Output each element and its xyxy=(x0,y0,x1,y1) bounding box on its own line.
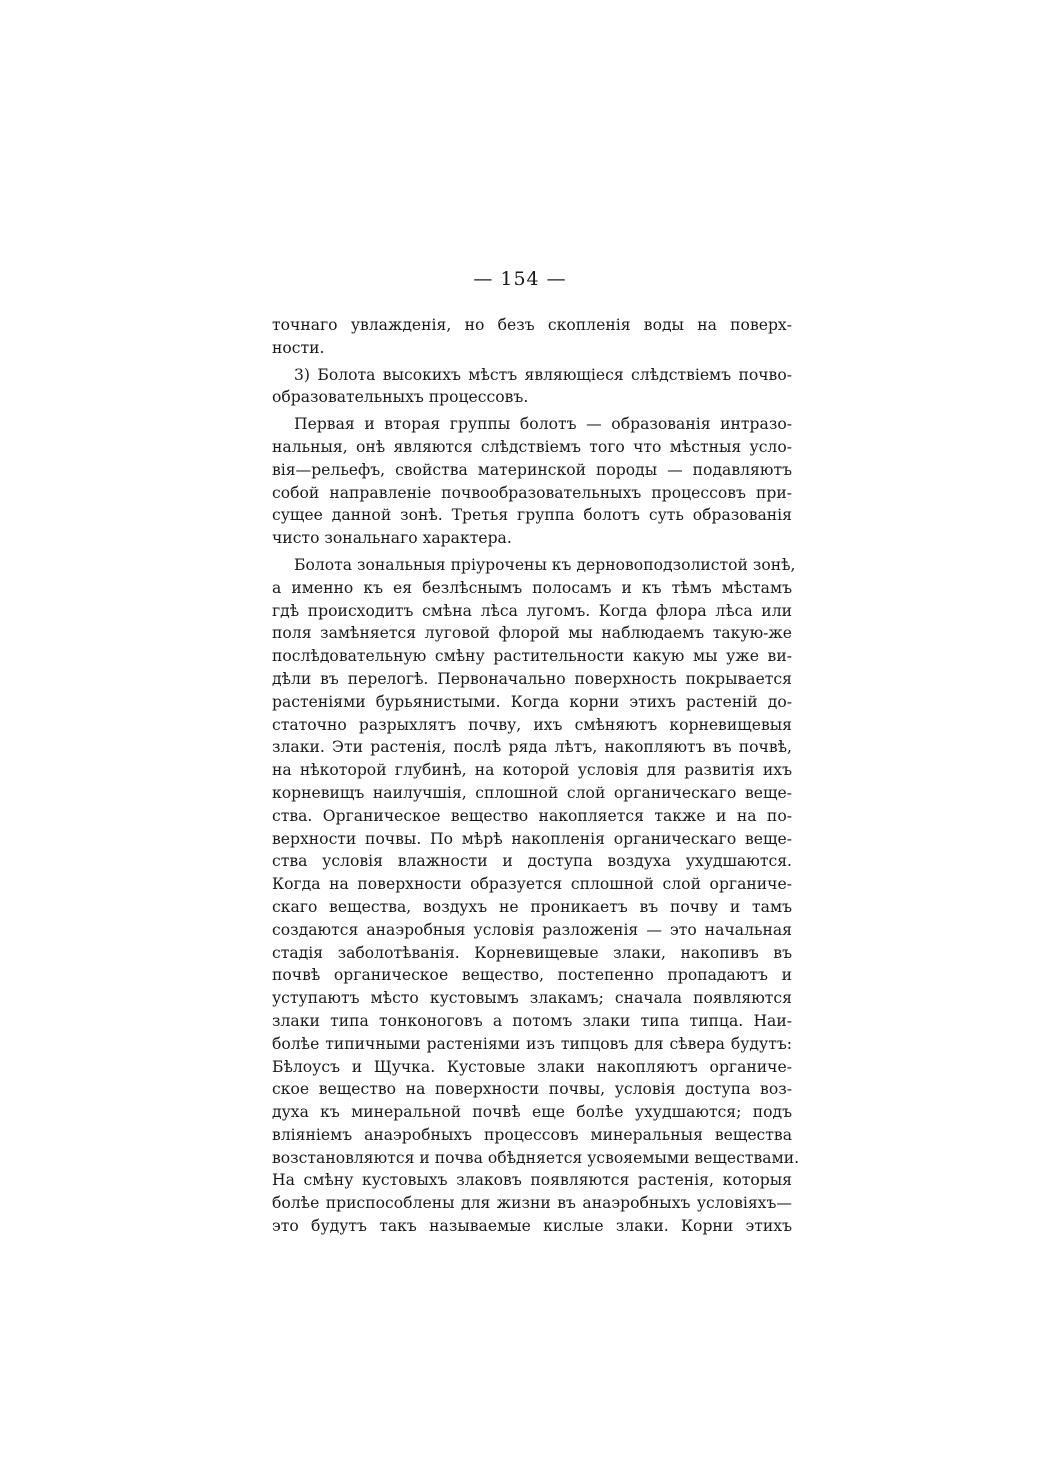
text-line: злаки. Эти растенія, послѣ ряда лѣтъ, накопляютъ въ почвѣ, xyxy=(272,738,792,757)
text-line: точнаго увлажденія, но безъ скопленія воды на поверх- xyxy=(272,316,792,334)
text-line: ства. Органическое вещество накопляется также и на по- xyxy=(272,806,792,825)
text-line: скаго вещества, воздухъ не проникаетъ въ почву и тамъ xyxy=(272,897,792,916)
text-line: уступаютъ мѣсто кустовымъ злакамъ; сначала появляются xyxy=(272,989,792,1008)
text-line: вія—рельефъ, свойства материнской породы — подавляютъ xyxy=(272,460,792,479)
text-line: ское вещество на поверхности почвы, условія доступа воз- xyxy=(272,1080,792,1099)
text-line: корневищъ наилучшія, сплошной слой органическаго веще- xyxy=(272,783,792,802)
text-line: послѣдовательную смѣну растительности какую мы уже ви- xyxy=(272,647,792,666)
text-line: образовательныхъ процессовъ. xyxy=(272,388,529,407)
text-line: болѣе типичными растеніями изъ типцовъ для сѣвера будутъ: xyxy=(272,1034,792,1053)
text-line: ности. xyxy=(272,338,325,357)
text-line: а именно къ ея безлѣснымъ полосамъ и къ тѣмъ мѣстамъ xyxy=(272,578,792,597)
text-line: Первая и вторая группы болотъ — образованія интразо- xyxy=(294,415,792,434)
page-number: — 154 — xyxy=(473,268,567,290)
text-line: гдѣ происходитъ смѣна лѣса лугомъ. Когда флора лѣса или xyxy=(272,601,792,620)
text-line: На смѣну кустовыхъ злаковъ появляются растенія, которыя xyxy=(272,1171,792,1190)
text-line: собой направленіе почвообразовательныхъ процессовъ при- xyxy=(272,483,792,502)
text-line: это будутъ такъ называемые кислые злаки. Корни этихъ xyxy=(272,1217,792,1236)
text-line: злаки типа тонконоговъ а потомъ злаки типа типца. Наи- xyxy=(272,1011,792,1030)
text-line: ства условія влажности и доступа воздуха ухудшаются. xyxy=(272,852,792,871)
text-line: растеніями бурьянистыми. Когда корни этихъ растеній до- xyxy=(272,692,792,711)
body-text xyxy=(272,314,800,1238)
text-line: сущее данной зонѣ. Третья группа болотъ суть образованія xyxy=(272,506,792,525)
text-line: верхности почвы. По мѣрѣ накопленія органическаго веще- xyxy=(272,829,792,848)
text-line: поля замѣняется луговой флорой мы наблюдаемъ такую-же xyxy=(272,624,792,643)
text-line: вліяніемъ анаэробныхъ процессовъ минеральныя вещества xyxy=(272,1125,792,1144)
text-line: почвѣ органическое вещество, постепенно пропадаютъ и xyxy=(272,966,792,985)
text-line: Болота зональныя пріурочены къ дерновоподзолистой зонѣ, xyxy=(294,555,796,574)
text-line: 3) Болота высокихъ мѣстъ являющіеся слѣдствіемъ почво- xyxy=(294,365,792,384)
text-line: болѣе приспособлены для жизни въ анаэробныхъ условіяхъ— xyxy=(272,1194,792,1213)
text-line: дѣли въ перелогѣ. Первоначально поверхность покрывается xyxy=(272,669,792,688)
text-line: Бѣлоусъ и Щучка. Кустовые злаки накопляютъ органиче- xyxy=(272,1057,792,1076)
text-line: возстановляются и почва обѣдняется усвояемыми веществами. xyxy=(272,1148,800,1167)
text-line: статочно разрыхлятъ почву, ихъ смѣняютъ корневищевыя xyxy=(272,715,792,734)
text-line: чисто зональнаго характера. xyxy=(272,529,512,548)
text-line: Когда на поверхности образуется сплошной слой органиче- xyxy=(272,875,792,894)
text-line: духа къ минеральной почвѣ еще болѣе ухудшаются; подъ xyxy=(272,1103,792,1122)
text-line: стадія заболотѣванія. Корневищевые злаки, накопивъ въ xyxy=(272,943,792,962)
text-line: нальныя, онѣ являются слѣдствіемъ того что мѣстныя усло- xyxy=(272,437,792,456)
text-line: создаются анаэробныя условія разложенія — это начальная xyxy=(272,920,792,939)
text-line: на нѣкоторой глубинѣ, на которой условія для развитія ихъ xyxy=(272,761,792,780)
